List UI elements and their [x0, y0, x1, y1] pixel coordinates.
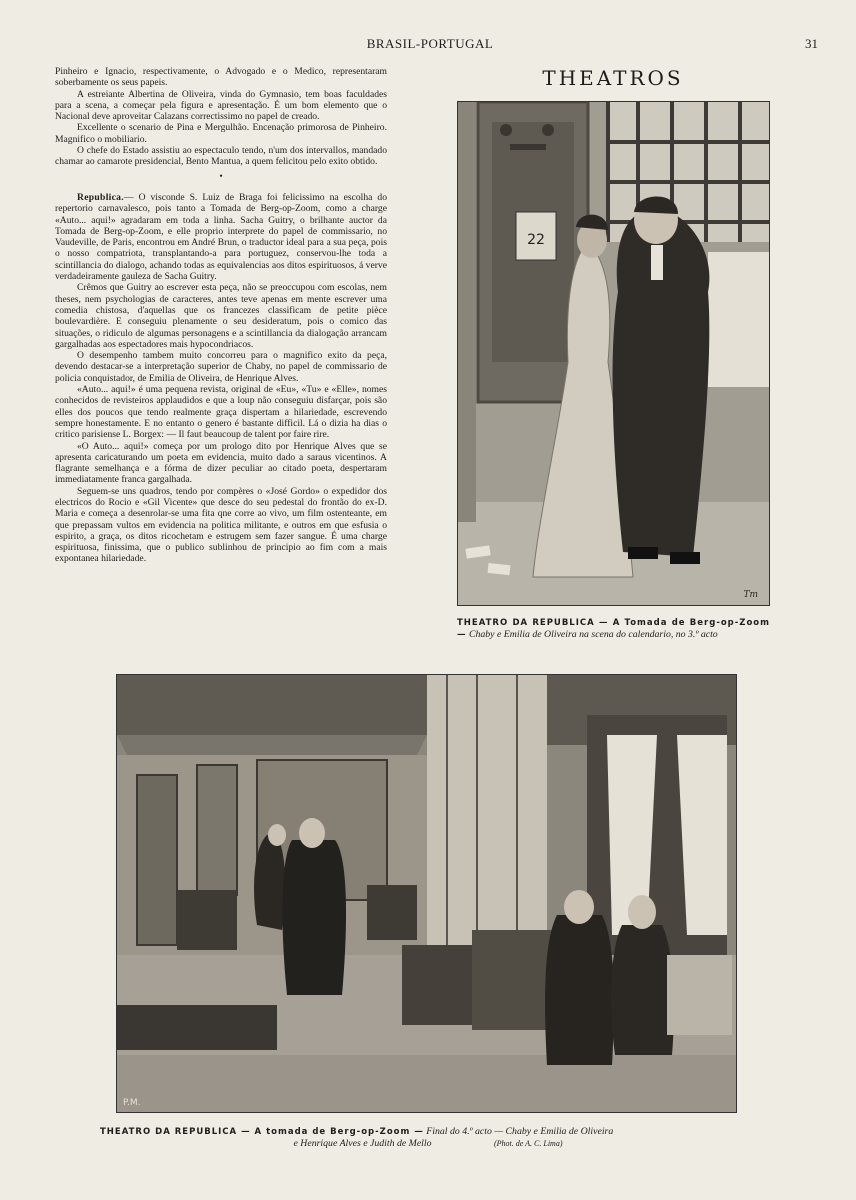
- caption-text: Final do 4.º acto — Chaby e Emilia de Oliveira: [426, 1126, 614, 1137]
- photo-final-act: [116, 674, 737, 1113]
- article-column: [55, 66, 387, 565]
- caption-text: e Henrique Alves e Judith de Mello: [293, 1138, 432, 1149]
- caption-lead: THEATRO DA REPUBLICA — A Tomada de Berg-op-Zoom —: [457, 618, 770, 640]
- photographer-monogram: P.M.: [123, 1098, 141, 1108]
- article-paragraph: [55, 192, 387, 282]
- article-paragraph: Excellente o scenario de Pina e Mergulhão. Encenação primorosa de Pinheiro. Magnifico o mobiliario.: [55, 122, 387, 145]
- photo-calendar-scene-illustration: [458, 102, 769, 605]
- magazine-title: BRASIL-PORTUGAL: [366, 36, 494, 51]
- photo-caption-top: [457, 617, 770, 641]
- section-lead-text: — O visconde S. Luiz de Braga foi felicissimo na escolha do repertorio carnavalesco, pois tanto a Tomada de Berg-op-Zoom, como a charge «Auto... aqui!» agradaram em toda a linha. Sacha Guitry, o brilhante auctor da Tomada de Berg-op-Zoom, e elle proprio interprete do papel de commissario, no Vaudeville, de Paris, encontrou em André Brun, o traductor ideal para a sua peça, pois o nosso compatriota, transplantando-a para portuguez, conservou-lhe toda a scintillancia do dialogo, achando todas as equivalencias aos ditos espirituosos, á verve verdadeiramente gauleza de Sacha Guitry.: [55, 191, 387, 283]
- photo-credit: (Phot. de A. C. Lima): [493, 1139, 563, 1148]
- photo-calendar-scene: [457, 101, 770, 606]
- caption-text: Chaby e Emilia de Oliveira na scena do calendario, no 3.º acto: [468, 629, 718, 640]
- caption-line-2: [100, 1138, 756, 1150]
- article-paragraph: «Auto... aqui!» é uma pequena revista, original de «Eu», «Tu» e «Elle», nomes conhecidos de revisteiros applaudidos e que a loup não conseguiu disfarçar, pois são elles dos poucos que tendo realmente graça dispertam a hilariedade, escrevendo sempre honestamente. E no entanto o genero é bastante difficil. Lá o dizia ha dias o critico parisiense L. Borgex: — Il faut beaucoup de talent por faire rire.: [55, 384, 387, 441]
- section-lead: Republica.: [77, 191, 124, 203]
- photo-caption-bottom: [100, 1126, 756, 1150]
- caption-lead: THEATRO DA REPUBLICA — A tomada de Berg-op-Zoom —: [100, 1127, 424, 1137]
- photographer-signature: Tm: [743, 590, 758, 600]
- article-paragraph: «O Auto... aqui!» começa por um prologo dito por Henrique Alves que se apresenta caricaturando um poeta em evidencia, muito dado a saraus vicentinos. A flagrante semelhança e a fórma de dizer peculiar ao citado poeta, despertaram immediatamente franca gargalhada.: [55, 440, 387, 486]
- photo-final-act-illustration: [117, 675, 736, 1112]
- article-paragraph: Seguem-se uns quadros, tendo por compères o «José Gordo» o expedidor dos electricos do Rocio e «Gil Vicente» que desce do seu pedestal do frontão do ex-D. Maria e começa a desenrolar-se uma fita qne corre ao vivo, um film ostenteante, em que prepassam vultos em evidencia na politica militante, e outros em que esfusia o espirito, a graça, os ditos ricochetam e estrugem sem fazer sangue. É uma charge espirituosa, finissima, que o publico sublinhou de principio ao fim com a mais expontanea hilariedade.: [55, 485, 387, 565]
- article-paragraph: Pinheiro e Ignacio, respectivamente, o Advogado e o Medico, representaram soberbamente os seus papeis.: [55, 66, 387, 89]
- section-separator: •: [219, 170, 223, 182]
- article-paragraph: Crêmos que Guitry ao escrever esta peça, não se preoccupou com escolas, nem theses, nem psychologias de caracteres, antes teve apenas em mente escrever uma comedia chistosa, d'aquellas que os francezes classificam de petite pièce boulevardière. E conseguiu plenamente o seu desideratum, pois o comico das situações, o ridiculo de algumas personagens e a scintillancia da dialogação arrancam gargalhadas aos espectadores mais hypocondriacos.: [55, 282, 387, 350]
- running-header: [0, 36, 856, 56]
- calendar-number: 22: [527, 232, 545, 248]
- section-heading: THEATROS: [542, 66, 684, 90]
- article-paragraph: O chefe do Estado assistiu ao espectaculo tendo, n'um dos intervallos, mandado chamar ao camarote presidencial, Bento Mantua, a quem felicitou pelo exito obtido.: [55, 145, 387, 168]
- article-paragraph: A estreiante Albertina de Oliveira, vinda do Gymnasio, tem boas faculdades para a scena, a começar pela figura e apresentação. É um bom elemento que o Nacional deve aproveitar Calazans correctissimo no papel de creado.: [55, 88, 387, 123]
- page-number: 31: [805, 36, 818, 51]
- article-paragraph: O desempenho tambem muito concorreu para o magnifico exito da peça, devendo destacar-se a interpretação superior de Chaby, no papel de commissario de policia conquistador, de Emilia de Oliveira, de Henrique Alves.: [55, 350, 387, 384]
